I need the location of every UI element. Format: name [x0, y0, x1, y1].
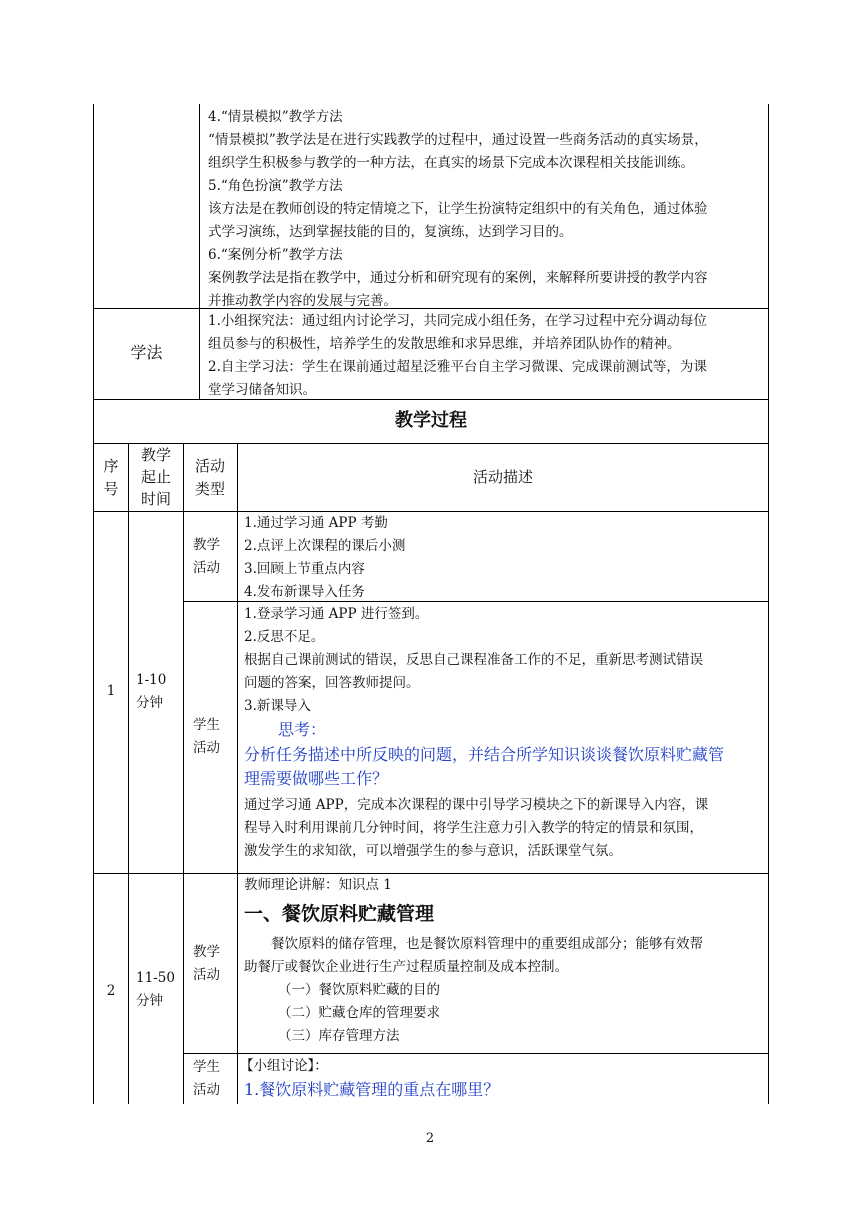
teacher-step: 3.回顾上节重点内容 [244, 561, 365, 577]
study-label: 学法 [130, 343, 163, 362]
study-line: 组员参与的积极性，培养学生的发散思维和求异思维，并培养团队协作的精神。 [208, 336, 681, 352]
study-content [208, 310, 764, 402]
student-step: 程导入时利用课前几分钟时间，将学生注意力引入教学的特定的情景和氛围， [244, 819, 703, 836]
lecture-heading: 一、餐饮原料贮藏管理 [244, 903, 435, 925]
think-question: 理需要做哪些工作？ [244, 769, 389, 788]
row2-teacher-content [244, 874, 764, 1048]
col-divider-type [237, 443, 238, 1104]
method-line: 式学习演练，达到掌握技能的目的，复演练，达到学习目的。 [208, 224, 573, 240]
method-line: 案例教学法是指在教学中，通过分析和研究现有的案例，来解释所要讲授的教学内容 [208, 270, 708, 286]
row1-teacher-content [244, 512, 764, 604]
teacher-step: 4.发布新课导入任务 [244, 584, 365, 600]
methods-content [208, 106, 764, 313]
student-step: 根据自己课前测试的错误，反思自己课程准备工作的不足，重新思考测试错误 [244, 652, 703, 668]
header-time: 教学起止时间 [140, 446, 171, 508]
think-question: 分析任务描述中所反映的问题，并结合所学知识谈谈餐饮原料贮藏管 [244, 744, 725, 764]
lecture-paragraph: 餐饮原料的储存管理，也是餐饮原料管理中的重要组成部分；能够有效帮 [271, 936, 703, 952]
header-seq: 序号 [103, 457, 119, 498]
header-desc: 活动描述 [472, 468, 533, 486]
student-step: 1.登录学习通 APP 进行签到。 [244, 606, 429, 622]
method-line: 并推动教学内容的发展与完善。 [208, 293, 397, 309]
student-step: 通过学习通 APP，完成本次课程的课中引导学习模块之下的新课导入内容，课 [244, 796, 709, 813]
col-divider-seq [128, 443, 129, 1104]
student-step: 激发学生的求知欲，可以增强学生的参与意识，活跃课堂气氛。 [244, 842, 622, 859]
table-border-left [93, 104, 94, 1104]
method-line: “情景模拟”教学法是在进行实践教学的过程中，通过设置一些商务活动的真实场景， [208, 132, 708, 148]
study-line: 1.小组探究法：通过组内讨论学习，共同完成小组任务，在学习过程中充分调动每位 [208, 313, 707, 329]
lecture-item: （三）库存管理方法 [278, 1028, 400, 1044]
study-line: 2.自主学习法：学生在课前通过超星泛雅平台自主学习微课、完成课前测试等，为课 [208, 359, 707, 375]
row2-teacher-type: 教学活动 [193, 944, 220, 983]
table-border-right [768, 104, 769, 1104]
think-label: 思考： [278, 720, 327, 739]
discussion-label: 【小组讨论】： [240, 1058, 328, 1074]
row2-student-type: 学生活动 [193, 1059, 220, 1098]
teacher-step: 2.点评上次课程的课后小测 [244, 538, 406, 554]
header-type: 活动类型 [194, 457, 225, 498]
row2-time: 11-50分钟 [136, 970, 175, 1009]
method-line: 该方法是在教师创设的特定情境之下，让学生扮演特定组织中的有关角色，通过体验 [208, 201, 708, 217]
row2-sub-divider [183, 1053, 769, 1054]
student-step: 2.反思不足。 [244, 629, 325, 645]
label-column-divider [199, 104, 200, 399]
method-line: 4.“情景模拟”教学方法 [208, 109, 343, 125]
lecture-item: （一）餐饮原料贮藏的目的 [278, 982, 440, 998]
method-line: 6.“案例分析”教学方法 [208, 247, 343, 263]
col-divider-time [183, 443, 184, 1104]
process-title: 教学过程 [395, 410, 467, 431]
row1-time: 1-10分钟 [136, 672, 167, 711]
method-line: 组织学生积极参与教学的一种方法，在真实的场景下完成本次课程相关技能训练。 [208, 155, 694, 171]
row1-seq: 1 [106, 683, 116, 699]
row2-seq: 2 [106, 983, 116, 999]
student-step: 3.新课导入 [244, 698, 311, 714]
row1-student-type: 学生活动 [193, 717, 220, 756]
page-number: 2 [425, 1131, 435, 1146]
lecture-item: （二）贮藏仓库的管理要求 [278, 1005, 440, 1021]
method-line: 5.“角色扮演”教学方法 [208, 178, 343, 194]
study-line: 堂学习储备知识。 [208, 382, 316, 398]
discussion-question: 1.餐饮原料贮藏管理的重点在哪里？ [244, 1080, 500, 1099]
student-step: 问题的答案，回答教师提问。 [244, 675, 420, 691]
row-divider-title-header [93, 443, 769, 444]
teacher-step: 1.通过学习通 APP 考勤 [244, 515, 388, 531]
row1-student-content [244, 603, 764, 863]
row2-student-content [240, 1055, 760, 1103]
row1-teacher-type: 教学活动 [193, 537, 220, 576]
lecture-intro: 教师理论讲解：知识点 1 [244, 877, 392, 893]
lecture-paragraph: 助餐厅或餐饮企业进行生产过程质量控制及成本控制。 [244, 959, 568, 975]
